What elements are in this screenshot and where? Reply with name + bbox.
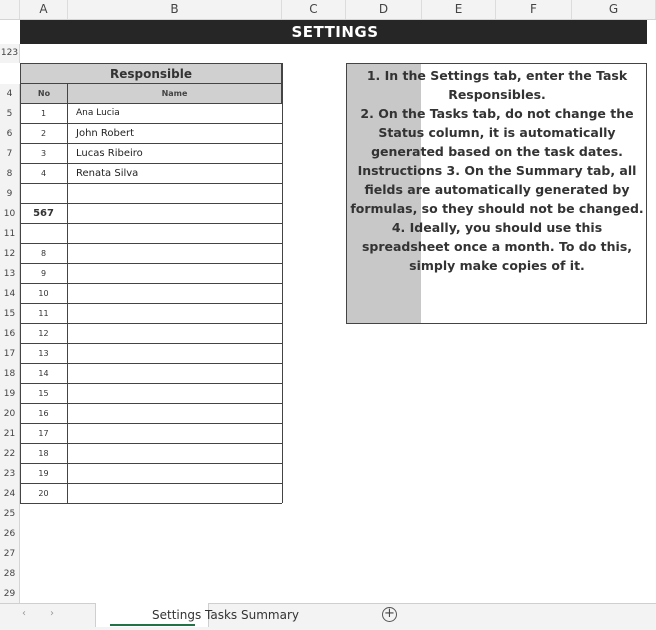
sheet-tab-label[interactable]: Settings Tasks Summary <box>152 608 299 622</box>
row-header-collapsed[interactable]: 123 <box>0 44 20 63</box>
table-row[interactable] <box>20 284 282 304</box>
row-header-29[interactable]: 29 <box>0 584 20 604</box>
instructions-text <box>349 66 645 275</box>
name-cell[interactable]: Ana Lucia <box>76 108 120 118</box>
row-header-12[interactable]: 12 <box>0 244 20 264</box>
table-row[interactable] <box>20 464 282 484</box>
table-row[interactable] <box>20 324 282 344</box>
row-number-cell[interactable]: 1 <box>20 104 68 123</box>
table-row[interactable] <box>20 104 282 124</box>
row-header-4[interactable]: 4 <box>0 84 20 104</box>
active-tab-underline <box>110 624 195 626</box>
name-cell[interactable]: Lucas Ribeiro <box>76 148 143 159</box>
row-header-14[interactable]: 14 <box>0 284 20 304</box>
row-number-cell[interactable]: 3 <box>20 144 68 163</box>
row-number-cell[interactable]: 4 <box>20 164 68 183</box>
row-number-cell[interactable]: 8 <box>20 244 68 263</box>
table-row[interactable] <box>20 244 282 264</box>
column-header-d[interactable]: D <box>346 0 422 19</box>
row-header-27[interactable]: 27 <box>0 544 20 564</box>
row-header-7[interactable]: 7 <box>0 144 20 164</box>
column-header-f[interactable]: F <box>496 0 572 19</box>
row-header-16[interactable]: 16 <box>0 324 20 344</box>
row-header-28[interactable]: 28 <box>0 564 20 584</box>
table-row[interactable] <box>20 384 282 404</box>
row-number-cell[interactable]: 15 <box>20 384 68 403</box>
column-header-e[interactable]: E <box>422 0 496 19</box>
row-header-19[interactable]: 19 <box>0 384 20 404</box>
row-header-5[interactable]: 5 <box>0 104 20 124</box>
instruction-line-1: 1. In the Settings tab, enter the Task Responsibles. <box>366 68 628 102</box>
column-header-g[interactable]: G <box>572 0 656 19</box>
row-header-25[interactable]: 25 <box>0 504 20 524</box>
prev-sheet-icon[interactable]: ‹ <box>22 608 26 619</box>
row-number-cell[interactable]: 9 <box>20 264 68 283</box>
row-header-17[interactable]: 17 <box>0 344 20 364</box>
row-header-23[interactable]: 23 <box>0 464 20 484</box>
column-header-c[interactable]: C <box>282 0 346 19</box>
instruction-line-3: Instructions 3. On the Summary tab, all fields are automatically generated by formulas, so they should not be changed. <box>350 163 644 216</box>
row-header-8[interactable]: 8 <box>0 164 20 184</box>
row-number-cell[interactable]: 16 <box>20 404 68 423</box>
row-header-6[interactable]: 6 <box>0 124 20 144</box>
table-row[interactable] <box>20 124 282 144</box>
row-number-cell[interactable]: 18 <box>20 444 68 463</box>
column-header-a[interactable]: A <box>20 0 68 19</box>
row-number-cell[interactable]: 19 <box>20 464 68 483</box>
table-row[interactable] <box>20 344 282 364</box>
table-row[interactable] <box>20 224 282 244</box>
table-row[interactable] <box>20 424 282 444</box>
next-sheet-icon[interactable]: › <box>50 608 54 619</box>
table-row[interactable] <box>20 204 282 224</box>
row-header-22[interactable]: 22 <box>0 444 20 464</box>
instruction-line-4: 4. Ideally, you should use this spreadsheet once a month. To do this, simply make copies of it. <box>361 220 633 273</box>
row-number-cell[interactable]: 17 <box>20 424 68 443</box>
row-header-13[interactable]: 13 <box>0 264 20 284</box>
table-row[interactable] <box>20 484 282 504</box>
row-number-cell[interactable]: 20 <box>20 484 68 503</box>
row-number-cell[interactable] <box>20 184 68 203</box>
instruction-line-2: 2. On the Tasks tab, do not change the Status column, it is automatically generated based on the task dates. <box>360 106 634 159</box>
column-header-b[interactable]: B <box>68 0 282 19</box>
table-left-border <box>20 104 21 503</box>
row-number-cell[interactable]: 12 <box>20 324 68 343</box>
table-row[interactable] <box>20 444 282 464</box>
row-header-18[interactable]: 18 <box>0 364 20 384</box>
row-header-26[interactable]: 26 <box>0 524 20 544</box>
table-right-border <box>282 63 283 503</box>
name-cell[interactable]: Renata Silva <box>76 168 139 179</box>
table-row[interactable] <box>20 364 282 384</box>
table-row[interactable] <box>20 304 282 324</box>
row-header-21[interactable]: 21 <box>0 424 20 444</box>
page-title: SETTINGS <box>291 23 379 41</box>
row-header-24[interactable]: 24 <box>0 484 20 504</box>
column-no-header: No <box>20 84 68 104</box>
add-sheet-icon[interactable]: + <box>382 607 397 622</box>
column-header-bar <box>0 0 656 20</box>
select-all-corner[interactable] <box>0 0 20 19</box>
table-row[interactable] <box>20 264 282 284</box>
table-row[interactable] <box>20 404 282 424</box>
row-header-9[interactable]: 9 <box>0 184 20 204</box>
row-header-20[interactable]: 20 <box>0 404 20 424</box>
row-header-15[interactable]: 15 <box>0 304 20 324</box>
row-number-cell[interactable] <box>20 224 68 243</box>
row-number-cell[interactable]: 13 <box>20 344 68 363</box>
row-number-cell[interactable]: 11 <box>20 304 68 323</box>
row-number-cell[interactable]: 567 <box>20 204 68 223</box>
row-number-cell[interactable]: 2 <box>20 124 68 143</box>
name-cell[interactable]: John Robert <box>76 128 135 139</box>
row-number-cell[interactable]: 14 <box>20 364 68 383</box>
responsible-table-title: Responsible <box>20 63 282 84</box>
row-header-11[interactable]: 11 <box>0 224 20 244</box>
column-name-header: Name <box>67 84 282 104</box>
row-header-10[interactable]: 10 <box>0 204 20 224</box>
row-number-cell[interactable]: 10 <box>20 284 68 303</box>
table-row[interactable] <box>20 164 282 184</box>
table-row[interactable] <box>20 144 282 164</box>
table-row[interactable] <box>20 184 282 204</box>
